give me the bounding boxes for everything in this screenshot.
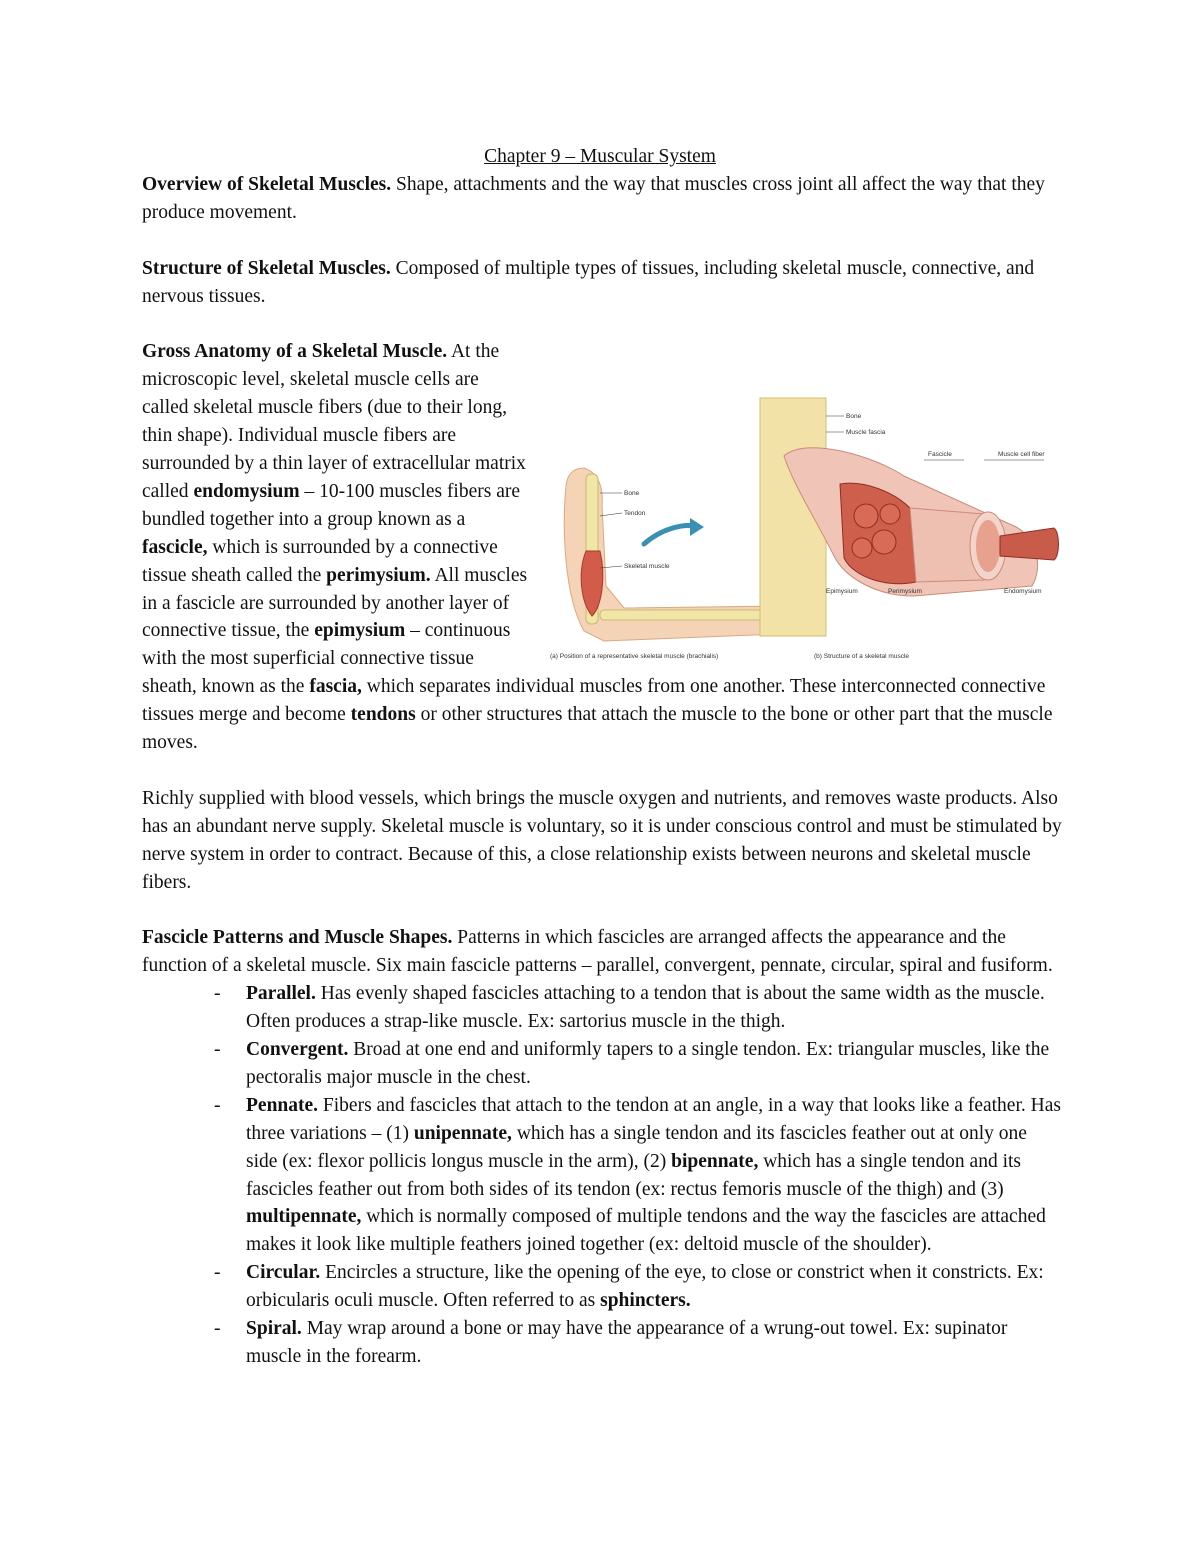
- term-pennate: Pennate.: [246, 1094, 319, 1116]
- pennate-text-1: Fibers and fascicles that attach to the tendon at an angle, in a way that looks like a feather. Has three variations – (1): [246, 1094, 1061, 1144]
- parallel-text: Has evenly shaped fascicles attaching to a tendon that is about the same width as the muscle. Often produces a strap-like muscle. Ex: sartorius muscle in the thigh.: [246, 983, 1045, 1033]
- list-item: [142, 980, 1062, 1036]
- term-sphincters: sphincters.: [600, 1290, 691, 1312]
- overview-paragraph: [142, 171, 1062, 227]
- gross-text-6: which separates individual muscles from one another. These interconnected connective tissues merge and become: [142, 676, 1046, 726]
- term-spiral: Spiral.: [246, 1318, 302, 1340]
- gross-text-1: At the microscopic level, skeletal muscle cells are called skeletal muscle fibers (due to their long, thin shape). Individual muscle fibers are surrounded by a thin layer of extracellular matrix called: [142, 341, 526, 502]
- blood-supply-paragraph: Richly supplied with blood vessels, which brings the muscle oxygen and nutrients, and removes waste products. Also has an abundant nerve supply. Skeletal muscle is voluntary, so it is under conscious control and must be stimulated by nerve system in order to contract. Because of this, a close relationship exists between neurons and skeletal muscle fibers.: [142, 787, 1062, 893]
- fascicle-patterns-heading: Fascicle Patterns and Muscle Shapes.: [142, 927, 453, 949]
- gross-text-3: which is surrounded by a connective tissue sheath called the: [142, 536, 498, 586]
- structure-heading: Structure of Skeletal Muscles.: [142, 257, 391, 279]
- list-dash: -: [214, 983, 221, 1005]
- term-circular: Circular.: [246, 1262, 321, 1284]
- document-body: [142, 171, 1062, 1371]
- gross-text-4: All muscles in a fascicle are surrounded by another layer of connective tissue, the: [142, 564, 528, 642]
- structure-text: Composed of multiple types of tissues, including skeletal muscle, connective, and nervous tissues.: [142, 257, 1035, 307]
- fascicle-patterns-paragraph: [142, 924, 1062, 980]
- list-dash: -: [214, 1039, 221, 1061]
- caption-a: (a) Position of a representative skeletal muscle (brachialis): [550, 653, 719, 661]
- gross-text-2: – 10-100 muscles fibers are bundled together into a group known as a: [142, 480, 521, 530]
- term-multipennate: multipennate,: [246, 1206, 362, 1228]
- pennate-text-4: which is normally composed of multiple tendons and the way the fascicles are attached makes it look like multiple feathers joined together (ex: deltoid muscle of the shoulder).: [246, 1206, 1046, 1256]
- pennate-text-2: which has a single tendon and its fascicles feather out at only one side (ex: flexor pollicis longus muscle in the arm), (2): [246, 1122, 1027, 1172]
- overview-text: Shape, attachments and the way that muscles cross joint all affect the way that they produce movement.: [142, 174, 1045, 223]
- label-muscle-fascia-b: Muscle fascia: [846, 429, 886, 437]
- gross-anatomy-section: [142, 338, 1062, 757]
- term-parallel: Parallel.: [246, 983, 316, 1005]
- gross-text-7: or other structures that attach the muscle to the bone or other part that the muscle moves.: [142, 704, 1053, 754]
- term-perimysium: perimysium.: [326, 564, 431, 586]
- muscle-structure-figure: [540, 394, 1062, 664]
- label-epimysium-b: Epimysium: [826, 588, 858, 596]
- term-epimysium: epimysium: [314, 620, 406, 642]
- list-item: [142, 1315, 1062, 1371]
- structure-paragraph: [142, 255, 1062, 311]
- term-unipennate: unipennate,: [413, 1122, 512, 1144]
- label-endomysium-b: Endomysium: [1004, 588, 1042, 596]
- muscle-illustration: [544, 396, 1062, 664]
- label-muscle-fiber-b: Muscle cell fiber: [998, 451, 1045, 459]
- term-endomysium: endomysium: [193, 480, 300, 502]
- label-perimysium-b: Perimysium: [888, 588, 922, 596]
- convergent-text: Broad at one end and uniformly tapers to a single tendon. Ex: triangular muscles, like the pectoralis major muscle in the chest.: [246, 1039, 1050, 1088]
- term-tendons: tendons: [350, 704, 416, 726]
- fascicle-patterns-text: Patterns in which fascicles are arranged affects the appearance and the function of a skeletal muscle. Six main fascicle patterns – parallel, convergent, pennate, circular, spiral and fusiform.: [142, 927, 1053, 977]
- list-dash: -: [214, 1262, 221, 1284]
- label-tendon-a: Tendon: [624, 510, 646, 518]
- list-dash: -: [214, 1094, 221, 1116]
- term-fascia: fascia,: [309, 676, 362, 698]
- overview-heading: Overview of Skeletal Muscles.: [142, 174, 392, 195]
- caption-b: (b) Structure of a skeletal muscle: [814, 653, 910, 661]
- circular-text: Encircles a structure, like the opening of the eye, to close or constrict when it constricts. Ex: orbicularis oculi muscle. Often referred to as: [246, 1262, 1044, 1312]
- gross-text-5: – continuous with the most superficial connective tissue sheath, known as the: [142, 620, 511, 698]
- term-fascicle: fascicle,: [142, 536, 208, 558]
- term-bipennate: bipennate,: [671, 1150, 759, 1172]
- page-title: Chapter 9 – Muscular System: [484, 146, 716, 167]
- list-item: [142, 1092, 1062, 1259]
- fascicle-pattern-list: [142, 980, 1062, 1371]
- gross-anatomy-heading: Gross Anatomy of a Skeletal Muscle.: [142, 341, 448, 363]
- pennate-text-3: which has a single tendon and its fascicles feather out from both sides of its tendon (ex: rectus femoris muscle of the thigh) and (3): [246, 1150, 1022, 1200]
- label-skeletal-muscle-a: Skeletal muscle: [624, 563, 670, 571]
- term-convergent: Convergent.: [246, 1039, 349, 1061]
- spiral-text: May wrap around a bone or may have the appearance of a wrung-out towel. Ex: supinator muscle in the forearm.: [246, 1318, 1008, 1367]
- list-item: [142, 1036, 1062, 1092]
- label-bone-a: Bone: [624, 490, 640, 498]
- list-item: [142, 1259, 1062, 1315]
- list-dash: -: [214, 1318, 221, 1340]
- label-bone-b: Bone: [846, 413, 862, 421]
- label-fascicle-b: Fascicle: [928, 451, 952, 459]
